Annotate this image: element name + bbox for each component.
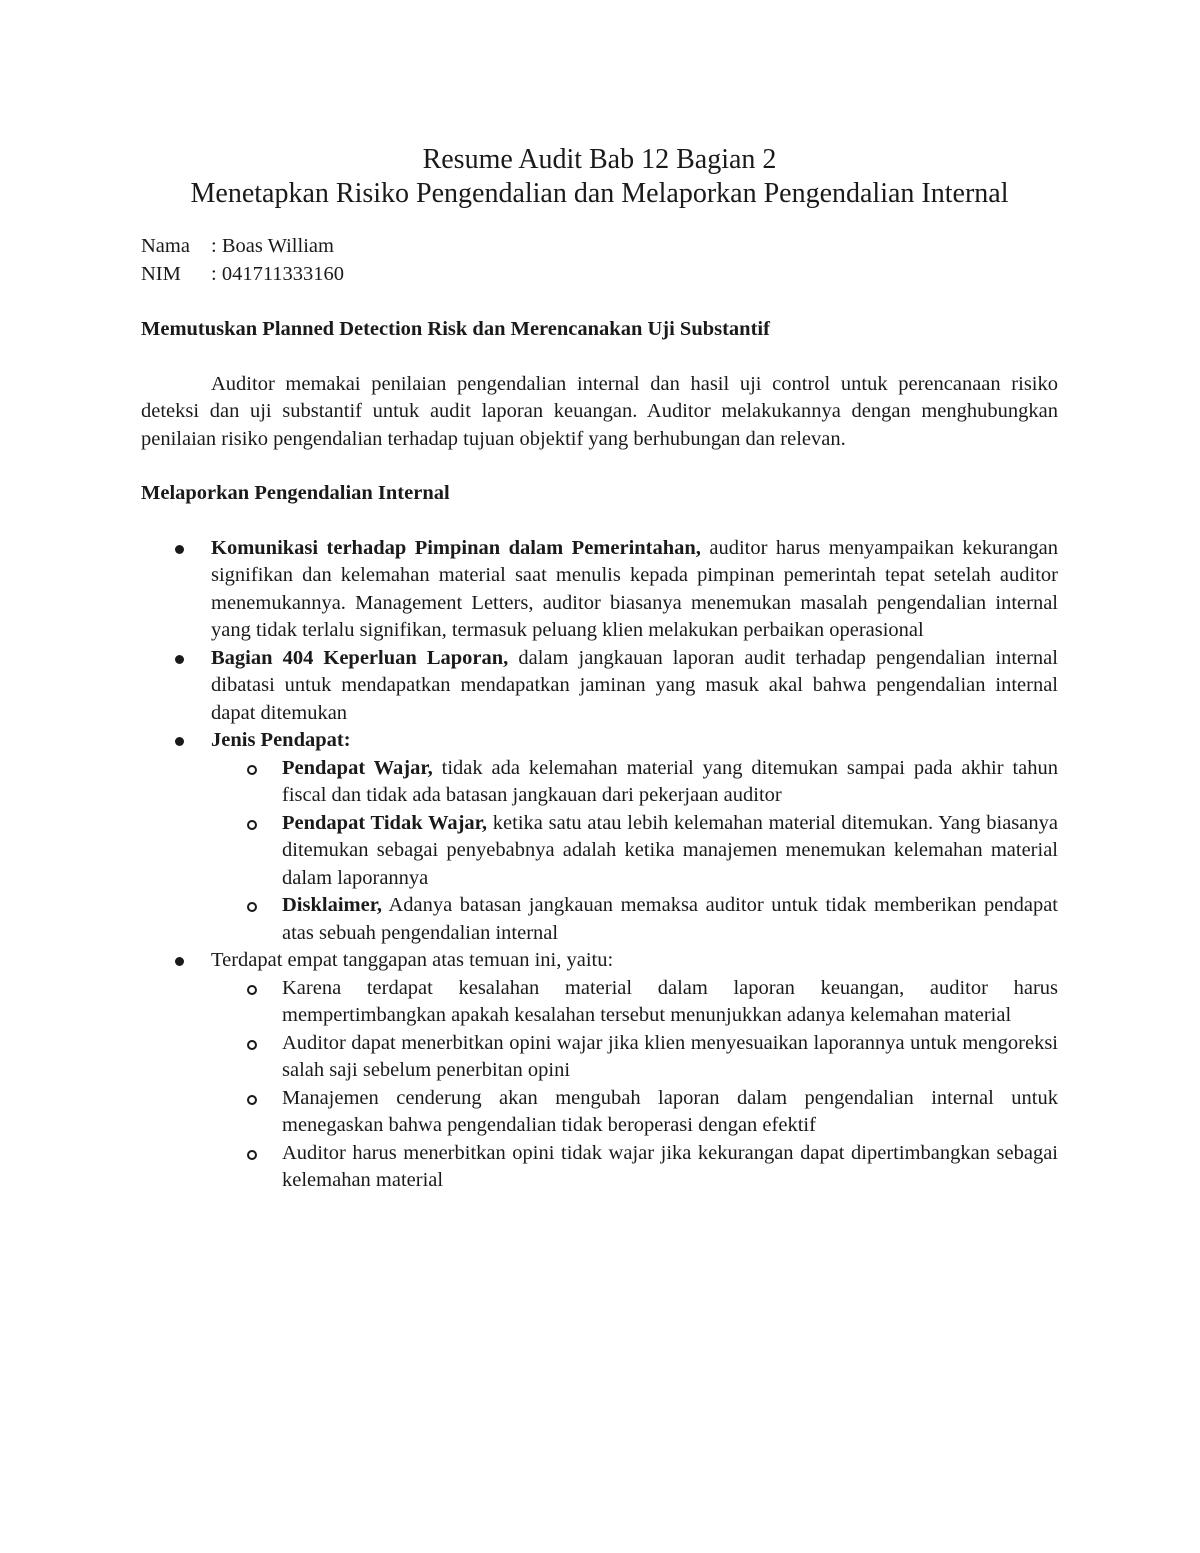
bullet-dot-icon (175, 957, 184, 966)
sub-item-text: Manajemen cenderung akan mengubah laporan dalam pengendalian internal untuk menegaskan bahwa pengendalian tidak beroperasi dengan efektif (282, 1086, 1058, 1136)
sub-item-lead: Pendapat Wajar, (282, 756, 433, 779)
sub-list-item (211, 975, 1058, 1030)
identity-value: : Boas William (211, 235, 334, 257)
sub-item-lead: Pendapat Tidak Wajar, (282, 811, 488, 834)
sub-list-item (211, 1085, 1058, 1140)
bullet-list (141, 535, 1058, 1195)
sub-list (211, 975, 1058, 1195)
sub-item-lead: Disklaimer, (282, 894, 383, 916)
identity-label: Nama (141, 235, 190, 257)
bullet-ring-icon (247, 1095, 257, 1105)
section-heading: Melaporkan Pengendalian Internal (141, 482, 450, 504)
list-item-lead: Komunikasi terhadap Pimpinan dalam Pemerintahan, (211, 536, 701, 559)
sub-list-item (211, 1140, 1058, 1195)
title-line-2: Menetapkan Risiko Pengendalian dan Melaporkan Pengendalian Internal (190, 178, 1009, 209)
sub-item-text: Adanya batasan jangkauan memaksa auditor untuk tidak memberikan pendapat atas sebuah pengendalian internal (282, 894, 1058, 944)
sub-item-text: Auditor dapat menerbitkan opini wajar jika klien menyesuaikan laporannya untuk mengoreksi salah saji sebelum penerbitan opini (282, 1031, 1058, 1081)
list-item-text: dalam jangkauan laporan audit terhadap pengendalian internal dibatasi untuk mendapatkan mendapatkan jaminan yang masuk akal bahwa pengendalian internal dapat ditemukan (211, 646, 1058, 724)
title-line-1: Resume Audit Bab 12 Bagian 2 (422, 144, 777, 175)
bullet-ring-icon (247, 902, 257, 912)
list-item (141, 727, 1058, 947)
section-heading: Memutuskan Planned Detection Risk dan Merencanakan Uji Substantif (141, 318, 770, 340)
sub-item-text: Karena terdapat kesalahan material dalam laporan keuangan, auditor harus mempertimbangkan apakah kesalahan tersebut menunjukkan adanya kelemahan material (282, 976, 1058, 1026)
list-item (141, 645, 1058, 728)
bullet-ring-icon (247, 1040, 257, 1050)
sub-list-item (211, 1030, 1058, 1085)
document-page (141, 143, 1058, 1195)
document-title (141, 143, 1058, 211)
sub-list-item (211, 755, 1058, 810)
bullet-ring-icon (247, 1150, 257, 1160)
list-item-text: Terdapat empat tanggapan atas temuan ini, yaitu: (211, 949, 614, 971)
list-item-lead: Bagian 404 Keperluan Laporan, (211, 646, 509, 669)
identity-block (141, 233, 1058, 288)
list-item (141, 947, 1058, 1195)
sub-list-item (211, 892, 1058, 947)
list-item (141, 535, 1058, 645)
list-item-lead: Jenis Pendapat: (211, 729, 351, 751)
bullet-ring-icon (247, 985, 257, 995)
identity-row-nim (141, 261, 1058, 289)
bullet-dot-icon (175, 545, 184, 554)
bullet-ring-icon (247, 820, 257, 830)
sub-item-text: Auditor harus menerbitkan opini tidak wajar jika kekurangan dapat dipertimbangkan sebagai kelemahan material (282, 1141, 1058, 1191)
list-item-text: auditor harus menyampaikan kekurangan signifikan dan kelemahan material saat menulis kepada pimpinan pemerintah tepat setelah auditor menemukannya. Management Letters, auditor biasanya menemukan masalah pengendalian internal yang tidak terlalu signifikan, termasuk peluang klien melakukan perbaikan operasional (211, 536, 1059, 641)
bullet-ring-icon (247, 765, 257, 775)
identity-value: : 041711333160 (211, 262, 345, 285)
identity-row-name (141, 233, 1058, 261)
sub-list-item (211, 810, 1058, 893)
bullet-dot-icon (175, 737, 184, 746)
body-paragraph: Auditor memakai penilaian pengendalian internal dan hasil uji control untuk perencanaan risiko deteksi dan uji substantif untuk audit laporan keuangan. Auditor melakukannya dengan menghubungkan penilaian risiko pengendalian terhadap tujuan objektif yang berhubungan dan relevan. (141, 372, 1058, 450)
identity-label: NIM (141, 262, 181, 285)
sub-list (211, 755, 1058, 948)
bullet-dot-icon (175, 655, 184, 664)
sub-item-text: ketika satu atau lebih kelemahan material ditemukan. Yang biasanya ditemukan sebagai penyebabnya adalah ketika manajemen menemukan kelemahan material dalam laporannya (282, 811, 1058, 889)
sub-item-text: tidak ada kelemahan material yang ditemukan sampai pada akhir tahun fiscal dan tidak ada batasan jangkauan dari pekerjaan auditor (282, 756, 1058, 806)
